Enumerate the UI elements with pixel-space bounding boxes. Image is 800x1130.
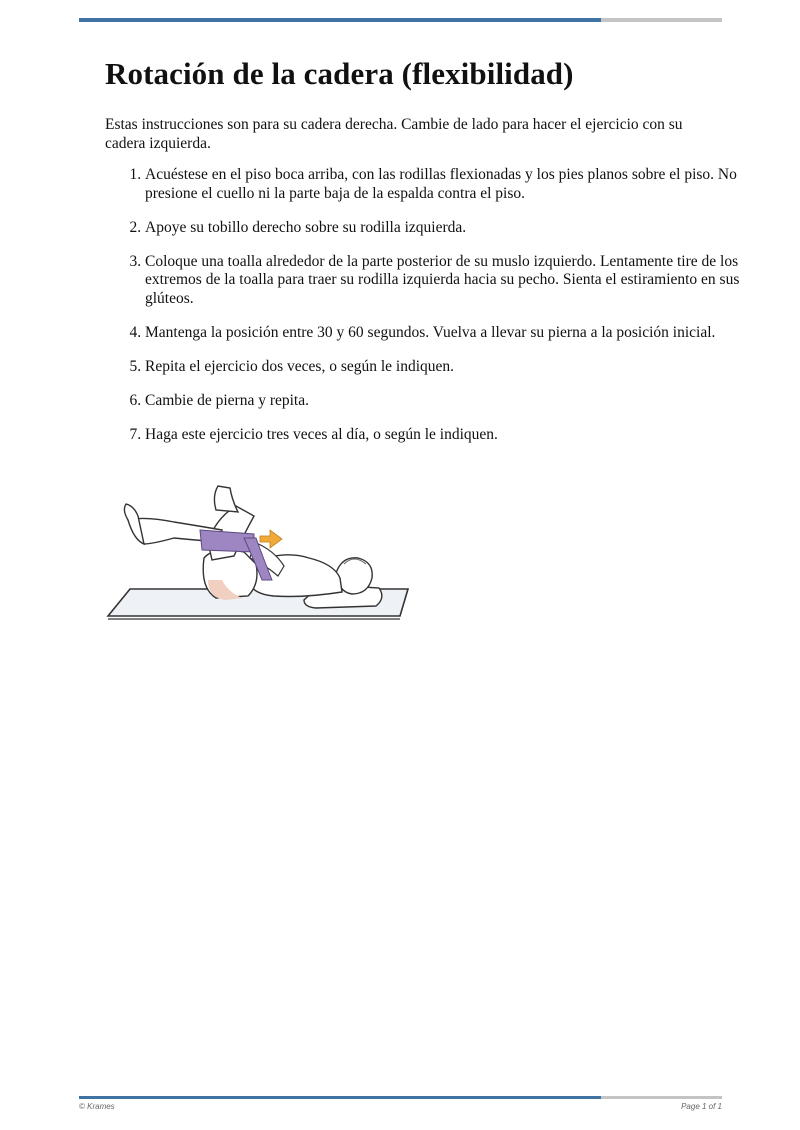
left-shin xyxy=(214,486,238,512)
step-item: 1. Acuéstese en el piso boca arriba, con las rodillas flexionadas y los pies planos sobre el piso. No presione el cuello ni la parte baja de la espalda contra el piso. xyxy=(145,166,740,203)
header-rule-accent xyxy=(79,18,601,22)
step-item: 4. Mantenga la posición entre 30 y 60 segundos. Vuelva a llevar su pierna a la posición inicial. xyxy=(145,324,740,343)
page-title: Rotación de la cadera (flexibilidad) xyxy=(105,56,574,91)
step-item: 6. Cambie de pierna y repita. xyxy=(145,392,740,411)
footer-copyright: © Krames xyxy=(79,1102,115,1111)
footer-rule xyxy=(79,1096,722,1099)
step-item: 7. Haga este ejercicio tres veces al día, o según le indiquen. xyxy=(145,426,740,445)
intro-paragraph: Estas instrucciones son para su cadera derecha. Cambie de lado para hacer el ejercicio con su cadera izquierda. xyxy=(105,116,683,152)
step-item: 2. Apoye su tobillo derecho sobre su rodilla izquierda. xyxy=(145,219,740,238)
header-rule-grey xyxy=(601,18,722,22)
footer-rule-grey xyxy=(601,1096,722,1099)
hip-rotation-illustration xyxy=(104,480,414,622)
footer-rule-accent xyxy=(79,1096,601,1099)
step-item: 3. Coloque una toalla alrededor de la parte posterior de su muslo izquierdo. Lentamente tire de los extremos de la toalla para traer su rodilla izquierda hacia su pecho. Sienta el estiramiento en sus glúteos. xyxy=(145,253,740,309)
header-rule xyxy=(79,18,722,22)
direction-arrow-icon xyxy=(260,530,282,548)
step-item: 5. Repita el ejercicio dos veces, o según le indiquen. xyxy=(145,358,740,377)
footer-page-number: Page 1 of 1 xyxy=(681,1102,722,1111)
steps-list xyxy=(105,166,740,460)
